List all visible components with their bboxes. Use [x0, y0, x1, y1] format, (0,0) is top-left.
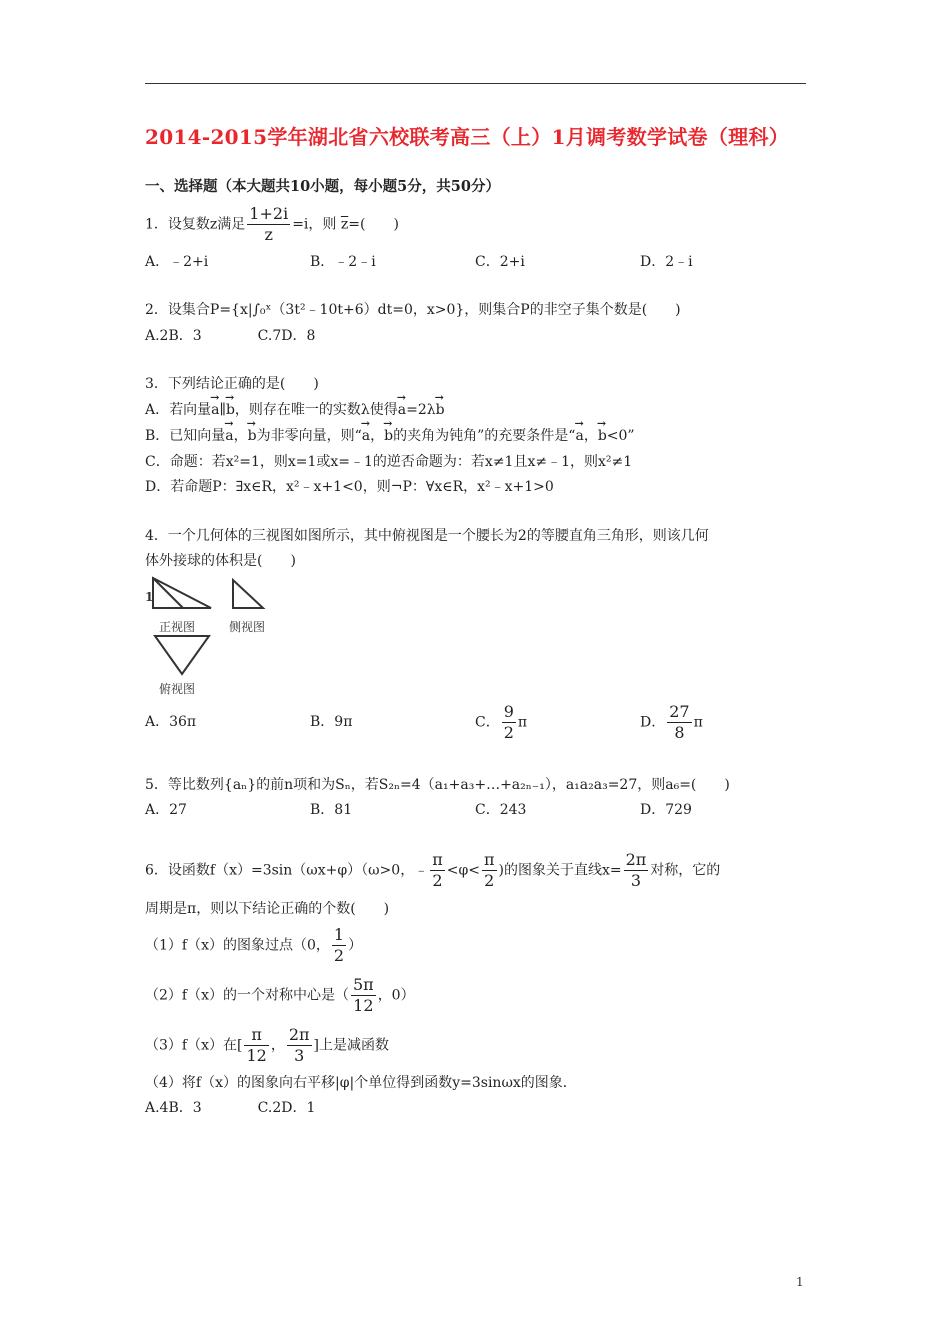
fraction: $\frac{2\pi}{3}$	[625, 850, 647, 890]
option-c: C．243	[475, 802, 527, 818]
fraction: $\frac{27}{8}$	[669, 702, 690, 742]
option-d: D．729	[640, 802, 692, 818]
section-heading: 一、选择题（本大题共10小题，每小题5分，共50分）	[145, 178, 500, 195]
question-1: 1．设复数z满足 $\frac{1+2i}{z}$ =i，则 $\overline{z}=$( )	[145, 204, 399, 244]
statement-3: （3）f（x）在[ $\frac{\pi}{12}$ ， $\frac{2\pi}{3}$ ]上是减函数	[145, 1025, 389, 1065]
vector-b: → b	[248, 426, 257, 446]
conjugate-z: $\overline{z}$	[340, 216, 349, 233]
page-title: 2014-2015学年湖北省六校联考高三（上）1月调考数学试卷（理科）	[145, 125, 790, 149]
option-a: A．36π	[145, 714, 197, 730]
fraction: $\frac{1+2i}{z}$	[249, 204, 289, 244]
question-2: 2．设集合P={x|∫₀ˣ（3t²﹣10t+6）dt=0，x>0}，则集合P的非空子集个数是( )	[145, 302, 681, 318]
option-d: D．2﹣i	[640, 254, 693, 270]
fraction: $\frac{5\pi}{12}$	[352, 975, 374, 1015]
question-6-options: A.4B．3 C.2D．1	[145, 1100, 316, 1116]
height-label: 1	[145, 590, 154, 604]
fraction: $\frac{2\pi}{3}$	[288, 1025, 310, 1065]
statement-1: （1）f（x）的图象过点（0， $\frac{1}{2}$ ）	[145, 925, 363, 965]
question-3-option-a: A．若向量→ a∥→ b，则存在唯一的实数λ使得→ a=2λ→ b	[145, 400, 445, 420]
fraction: $\frac{\pi}{2}$	[432, 850, 443, 890]
vector-b: → b	[384, 426, 393, 446]
statement-2: （2）f（x）的一个对称中心是（ $\frac{5\pi}{12}$ ，0）	[145, 975, 415, 1015]
fraction: $\frac{9}{2}$	[503, 702, 514, 742]
vector-b: → b	[226, 400, 235, 420]
option-c: C．2+i	[475, 254, 525, 270]
option-b: B．9π	[310, 714, 353, 730]
vector-a: → a	[398, 400, 406, 420]
top-view-caption: 俯视图	[159, 682, 196, 696]
fraction: $\frac{\pi}{2}$	[483, 850, 495, 890]
question-6-line-1: 6．设函数f（x）=3sin（ωx+φ）（ω>0，﹣ $\frac{\pi}{2}$ <φ< $\frac{\pi}{2}$ )的图象关于直线x= $\frac{2\pi}{3}$ 对称，它的	[145, 850, 721, 890]
option-c: C． $\frac{9}{2}$ π	[475, 702, 528, 742]
question-3-option-c: C．命题：若x²=1，则x=1或x=﹣1的逆否命题为：若x≠1且x≠﹣1，则x²≠1	[145, 454, 633, 470]
option-a: A．﹣2+i	[145, 254, 209, 270]
vector-a: → a	[575, 426, 583, 446]
statement-4: （4）将f（x）的图象向右平移|φ|个单位得到函数y=3sinωx的图象．	[145, 1075, 577, 1091]
question-2-options: A.2B．3 C.7D．8	[145, 328, 316, 344]
option-b: B．81	[310, 802, 353, 818]
question-3-option-d: D．若命题P：∃x∈R，x²﹣x+1<0，则¬P：∀x∈R，x²﹣x+1>0	[145, 479, 554, 495]
question-4-line-1: 4．一个几何体的三视图如图所示，其中俯视图是一个腰长为2的等腰直角三角形，则该几何	[145, 528, 709, 544]
question-3: 3．下列结论正确的是( )	[145, 376, 319, 392]
option-a: A．27	[145, 802, 187, 818]
front-view-caption: 正视图	[159, 620, 196, 634]
option-d: D． $\frac{27}{8}$ π	[640, 702, 703, 742]
vector-b: → b	[598, 426, 607, 446]
question-5: 5．等比数列{aₙ}的前n项和为Sₙ，若S₂ₙ=4（a₁+a₃+…+a₂ₙ₋₁），a₁a₂a₃=27，则a₆=( )	[145, 777, 730, 793]
vector-a: → a	[211, 400, 219, 420]
option-b: B．﹣2﹣i	[310, 254, 376, 270]
question-6-line-2: 周期是π，则以下结论正确的个数( )	[145, 901, 390, 917]
page-number: 1	[796, 1275, 804, 1289]
three-view-figure	[145, 574, 275, 699]
vector-a: → a	[225, 426, 233, 446]
question-3-option-b: B．已知向量→ a，→ b为非零向量，则“→ a，→ b的夹角为钝角”的充要条件是“→ a，→ b<0”	[145, 426, 635, 446]
question-4-line-2: 体外接球的体积是( )	[145, 553, 296, 569]
vector-a: → a	[362, 426, 370, 446]
fraction: $\frac{\pi}{12}$	[246, 1025, 267, 1065]
side-view-caption: 侧视图	[229, 620, 266, 634]
vector-b: → b	[436, 400, 445, 420]
fraction: $\frac{1}{2}$	[333, 925, 345, 965]
top-rule	[145, 83, 806, 84]
